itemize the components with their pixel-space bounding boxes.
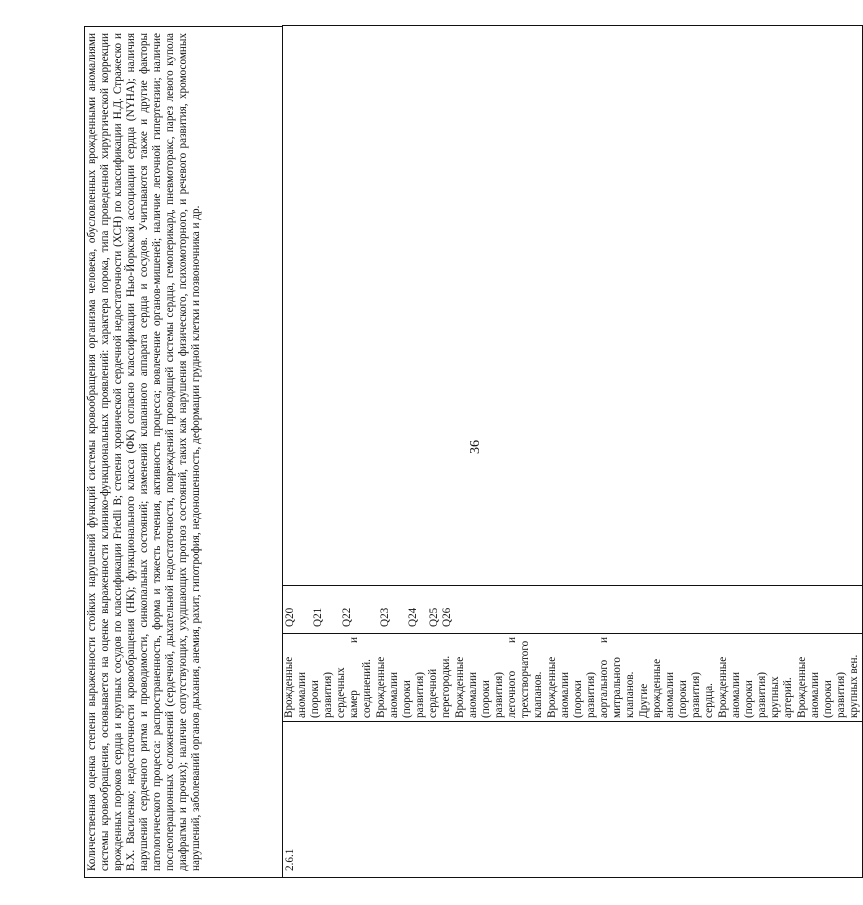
diagnosis-name: Врожденные аномалии (пороки развития) сердечной перегородки. bbox=[375, 655, 452, 718]
icd-code: Q23 bbox=[379, 607, 391, 627]
diagnosis-name-cell bbox=[283, 634, 863, 722]
diagnosis-name: Врожденные аномалии (пороки развития) легочного и трехстворчатого клапанов. bbox=[454, 637, 544, 718]
icd-code: Q21 bbox=[312, 607, 324, 627]
table-row bbox=[283, 26, 863, 878]
icd-code: Q20 bbox=[284, 607, 296, 627]
section-code: 2.6.1 bbox=[284, 848, 296, 871]
section-code-cell bbox=[283, 722, 863, 878]
empty-cell bbox=[283, 26, 863, 586]
section-description: Количественная оценка степени выраженности стойких нарушений функций системы кровообращения организма человека, обусловленных врожденными аномалиями системы кровообращения, основывается на оценке выраженности клинико-функциональных проявлений: характера порока, типа проведенной хирургической коррекции врожденных пороков сердца и крупных сосудов по классификации Friedli B; степени хронической сердечной недостаточности (ХСН) по классификации Н.Д. Стражеско и В.Х. Василенко; недостаточности кровообращения (НК); функционального класса (ФК) согласно классификации Нью-Йоркской ассоциации сердца (NYHA); наличия нарушений сердечного ритма и проводимости, синкопальных состояний; изменений клапанного аппарата сердца и сосудов. Учитываются также и другие факторы патологического процесса: распространенность, форма и тяжесть течения, активность процесса; вовлечение органов-мишеней; наличие легочной гипертензии; наличие послеоперационных осложнений (сердечной, дыхательной недостаточности, повреждений проводящей системы сердца, гемоперикард, пневмоторакс, парез левого купола диафрагмы и прочих); наличие сопутствующих, ухудшающих прогноз состояний, таких как нарушения физического, психомоторного, и речевого развития, хромосомных нарушений, заболеваний органов дыхания, анемия, рахит, гипотрофия, недоношенность, деформации грудной клетки и позвоночника и др. bbox=[84, 26, 282, 878]
icd-code: Q26 bbox=[441, 607, 453, 627]
diagnosis-name: Врожденные аномалии (пороки развития) аортального и митрального клапанов. bbox=[546, 637, 636, 718]
diagnosis-name: Врожденные аномалии (пороки развития) крупных артерий. bbox=[717, 656, 794, 718]
icd-code-cell bbox=[283, 586, 863, 634]
diagnosis-name: Врожденные аномалии (пороки развития) крупных вен. bbox=[796, 654, 860, 718]
diagnosis-name: Другие врожденные аномалии (пороки развития) сердца. bbox=[638, 658, 715, 718]
icd-code: Q25 bbox=[428, 607, 440, 627]
diagnosis-name: Врожденные аномалии (пороки развития) сердечных камер и соединений. bbox=[283, 637, 373, 718]
page-number: 36 bbox=[468, 440, 483, 454]
diagnosis-table bbox=[282, 25, 863, 878]
icd-code: Q22 bbox=[341, 607, 353, 627]
icd-code: Q24 bbox=[407, 607, 419, 627]
